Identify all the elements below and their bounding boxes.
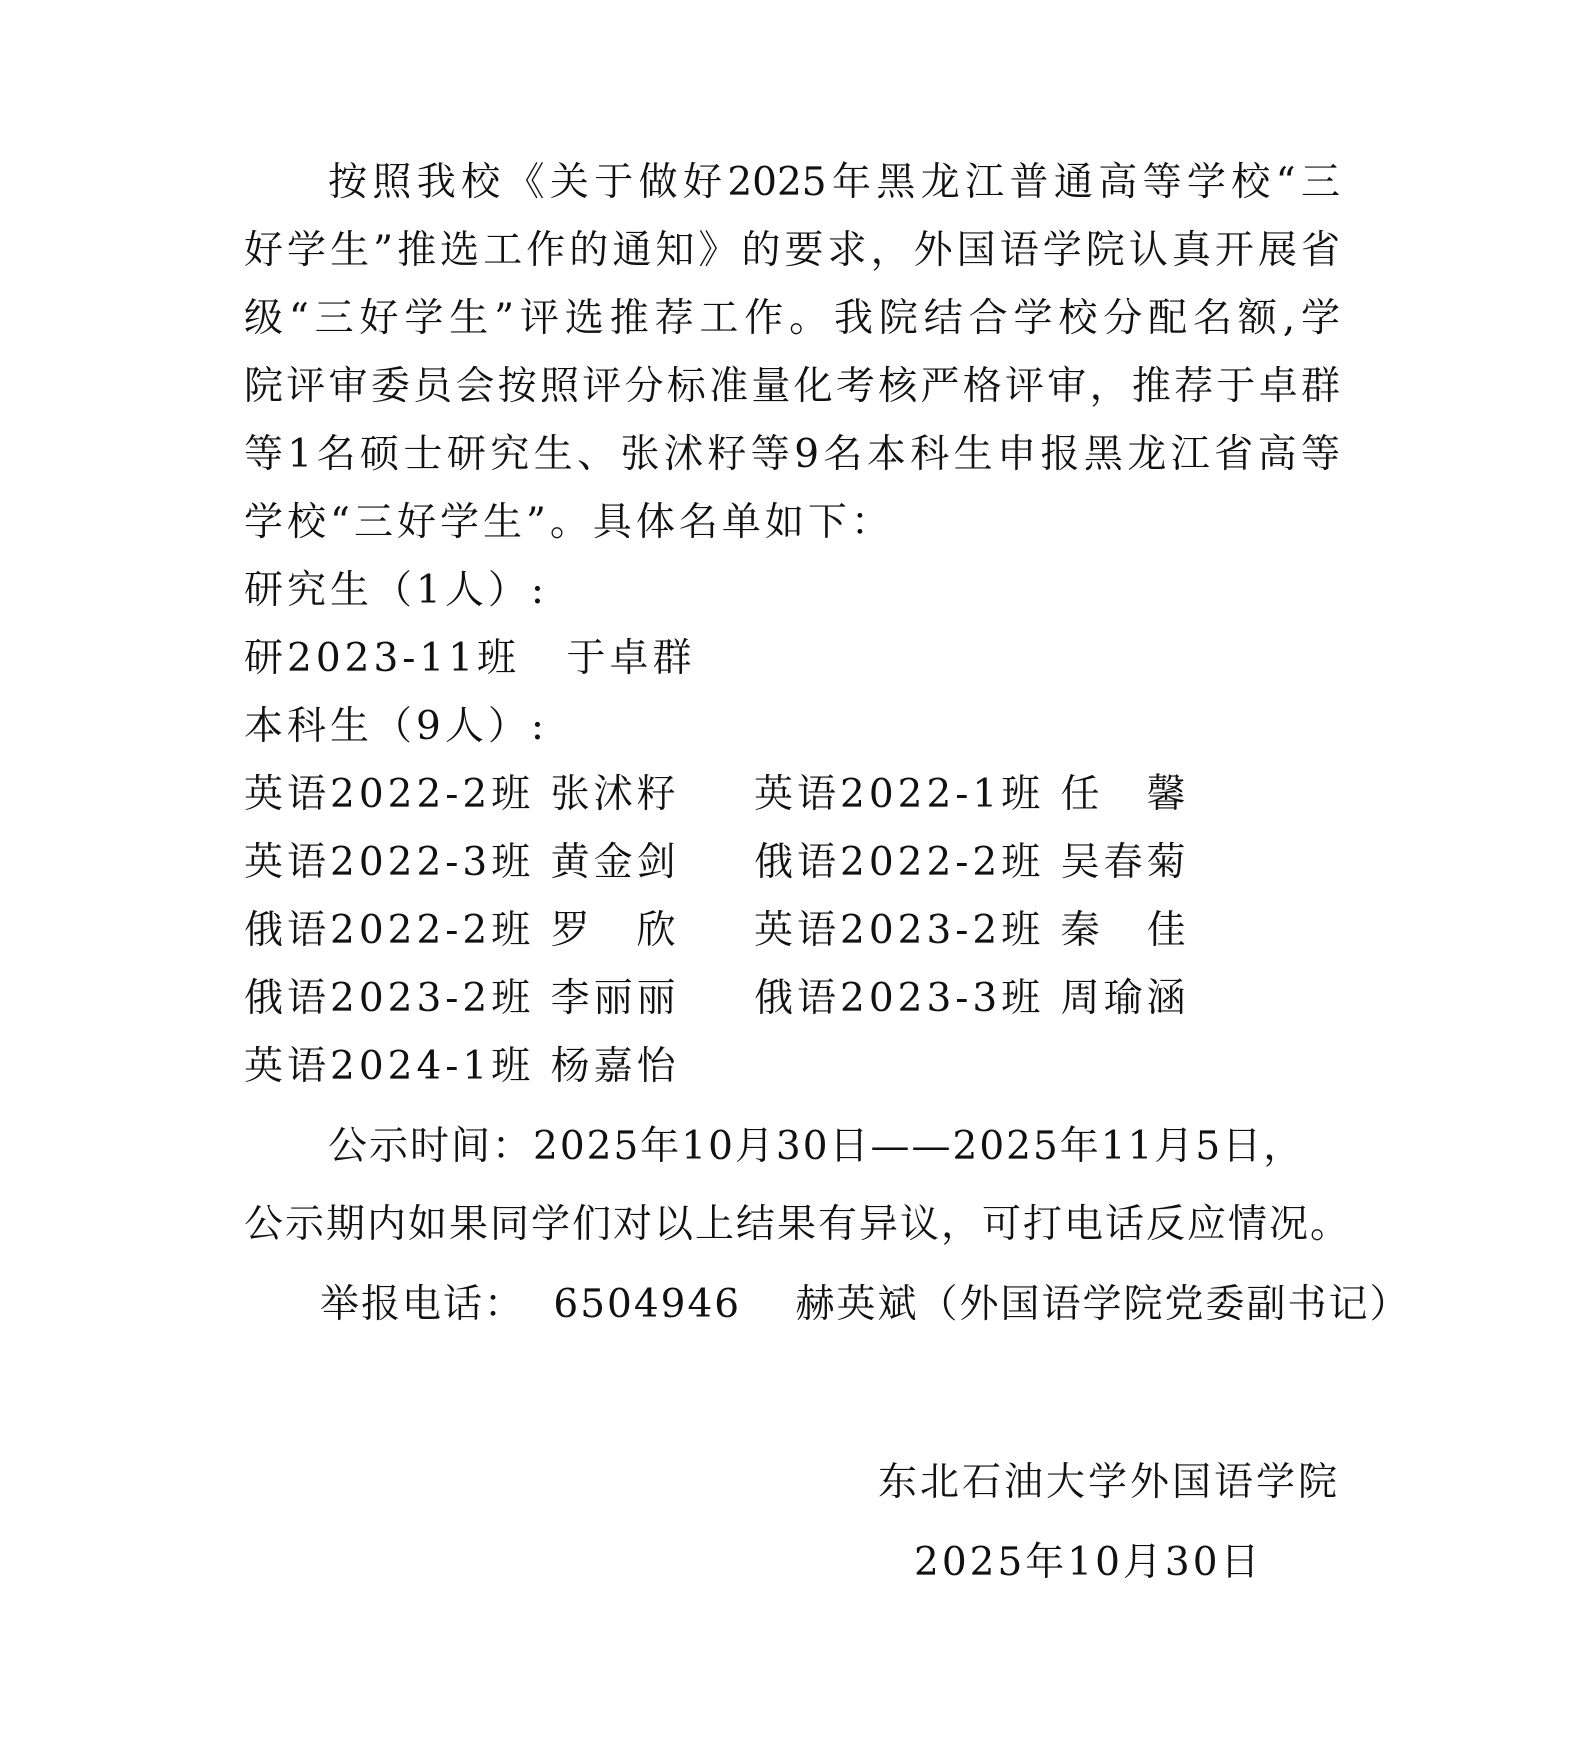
list-item: 俄语2023-3班 周瑜涵: [754, 976, 1190, 1021]
report-line: [320, 1280, 1411, 1330]
signature-date: 2025年10月30日: [914, 1540, 1263, 1585]
signature-org: 东北石油大学外国语学院: [878, 1460, 1341, 1505]
undergrad-row: [244, 838, 1344, 888]
list-item: 英语2024-1班 杨嘉怡: [244, 1044, 680, 1089]
report-label: 举报电话：: [320, 1282, 526, 1327]
publicity-note: 公示期内如果同学们对以上结果有异议，可打电话反应情况。: [244, 1202, 1352, 1247]
graduate-class: 研2023-11班: [244, 636, 521, 681]
undergrad-heading: 本科生（9人）:: [244, 704, 548, 749]
paragraph-line-2: 好学生”推选工作的通知》的要求，外国语学院认真开展省: [244, 228, 1340, 273]
list-item: 英语2022-3班 黄金剑: [244, 840, 680, 885]
graduate-entry: [244, 634, 1344, 684]
list-item: 俄语2022-2班 罗 欣: [244, 908, 680, 953]
undergrad-row: [244, 770, 1344, 820]
report-contact: 赫英斌（外国语学院党委副书记）: [795, 1282, 1411, 1327]
paragraph-line-3: 级“三好学生”评选推荐工作。我院结合学校分配名额,学: [244, 296, 1340, 341]
undergrad-row: [244, 1042, 1344, 1092]
paragraph-line-6: 学校“三好学生”。具体名单如下：: [244, 500, 894, 545]
graduate-heading: 研究生（1人）:: [244, 568, 548, 613]
list-item: 英语2023-2班 秦 佳: [754, 908, 1190, 953]
list-item: 俄语2022-2班 吴春菊: [754, 840, 1190, 885]
graduate-name: 于卓群: [566, 636, 696, 681]
publicity-time: 公示时间：2025年10月30日——2025年11月5日，: [328, 1124, 1305, 1169]
paragraph-line-4: 院评审委员会按照评分标准量化考核严格评审，推荐于卓群: [244, 364, 1340, 409]
paragraph-line-1: 按照我校《关于做好2025年黑龙江普通高等学校“三: [328, 160, 1340, 205]
list-item: 英语2022-2班 张沭籽: [244, 772, 680, 817]
list-item: 英语2022-1班 任 馨: [754, 772, 1190, 817]
undergrad-row: [244, 974, 1344, 1024]
report-phone: 6504946: [553, 1282, 742, 1327]
list-item: 俄语2023-2班 李丽丽: [244, 976, 680, 1021]
undergrad-row: [244, 906, 1344, 956]
paragraph-line-5: 等1名硕士研究生、张沭籽等9名本科生申报黑龙江省高等: [244, 432, 1340, 477]
